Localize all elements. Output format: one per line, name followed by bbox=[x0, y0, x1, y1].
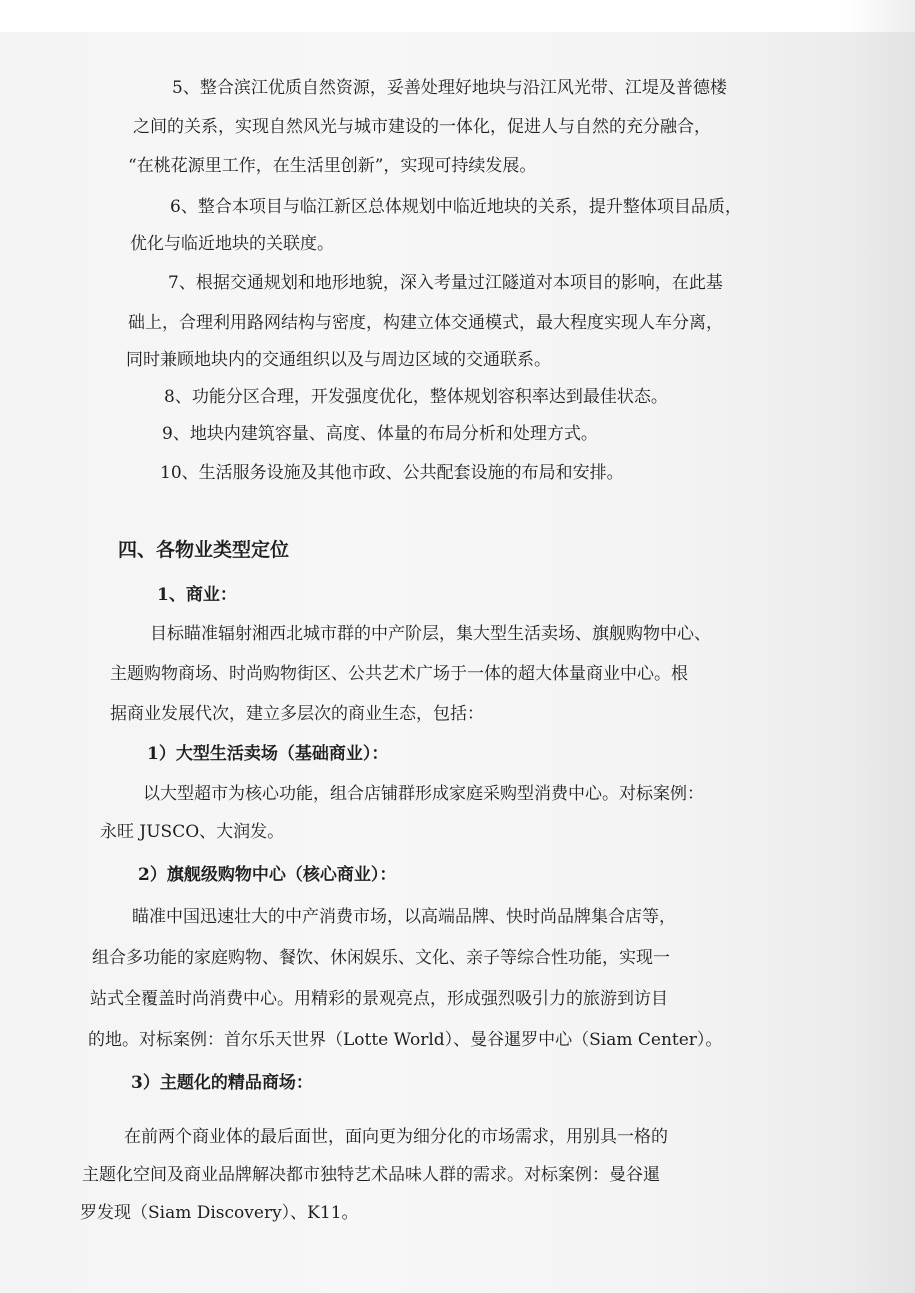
sub2-line-4: 的地。对标案例：首尔乐天世界（Lotte World）、曼谷暹罗中心（Siam Center）。 bbox=[88, 1030, 723, 1050]
sub2-heading: 2）旗舰级购物中心（核心商业）： bbox=[138, 865, 397, 885]
text-line-6: 7、根据交通规划和地形地貌，深入考量过江隧道对本项目的影响，在此基 bbox=[168, 273, 723, 293]
page-edge-shadow bbox=[845, 0, 915, 1293]
text-line-7: 础上，合理利用路网结构与密度，构建立体交通模式，最大程度实现人车分离， bbox=[128, 313, 723, 333]
sub1-line-2: 永旺 JUSCO、大润发。 bbox=[100, 822, 285, 842]
para1-line-3: 据商业发展代次，建立多层次的商业生态，包括： bbox=[110, 704, 484, 724]
para1-line-1: 目标瞄准辐射湘西北城市群的中产阶层，集大型生活卖场、旗舰购物中心、 bbox=[150, 624, 711, 644]
sub2-line-2: 组合多功能的家庭购物、餐饮、休闲娱乐、文化、亲子等综合性功能，实现一 bbox=[92, 948, 670, 968]
page-top-margin bbox=[0, 0, 915, 32]
item1-label: 1、商业： bbox=[157, 585, 237, 605]
sub2-line-3: 站式全覆盖时尚消费中心。用精彩的景观亮点，形成强烈吸引力的旅游到访目 bbox=[90, 989, 668, 1009]
text-line-2: 之间的关系，实现自然风光与城市建设的一体化，促进人与自然的充分融合， bbox=[133, 117, 711, 137]
text-line-1: 5、整合滨江优质自然资源，妥善处理好地块与沿江风光带、江堤及普德楼 bbox=[172, 78, 727, 98]
text-line-10: 9、地块内建筑容量、高度、体量的布局分析和处理方式。 bbox=[162, 424, 598, 444]
sub1-heading: 1）大型生活卖场（基础商业）： bbox=[147, 744, 389, 764]
sub1-line-1: 以大型超市为核心功能，组合店铺群形成家庭采购型消费中心。对标案例： bbox=[143, 784, 704, 804]
text-line-9: 8、功能分区合理，开发强度优化，整体规划容积率达到最佳状态。 bbox=[164, 387, 668, 407]
text-line-3: “在桃花源里工作，在生活里创新”，实现可持续发展。 bbox=[128, 156, 537, 176]
section-heading: 四、各物业类型定位 bbox=[118, 539, 290, 561]
sub3-line-3: 罗发现（Siam Discovery）、K11。 bbox=[80, 1203, 359, 1223]
text-line-5: 优化与临近地块的关联度。 bbox=[130, 234, 334, 254]
text-line-11: 10、生活服务设施及其他市政、公共配套设施的布局和安排。 bbox=[160, 463, 624, 483]
sub2-line-1: 瞄准中国迅速壮大的中产消费市场，以高端品牌、快时尚品牌集合店等， bbox=[132, 907, 676, 927]
text-line-8: 同时兼顾地块内的交通组织以及与周边区域的交通联系。 bbox=[126, 350, 551, 370]
text-line-4: 6、整合本项目与临江新区总体规划中临近地块的关系，提升整体项目品质， bbox=[170, 197, 742, 217]
sub3-heading: 3）主题化的精品商场： bbox=[131, 1073, 313, 1093]
sub3-line-2: 主题化空间及商业品牌解决都市独特艺术品味人群的需求。对标案例：曼谷暹 bbox=[82, 1165, 660, 1185]
sub3-line-1: 在前两个商业体的最后面世，面向更为细分化的市场需求，用别具一格的 bbox=[124, 1127, 668, 1147]
para1-line-2: 主题购物商场、时尚购物街区、公共艺术广场于一体的超大体量商业中心。根 bbox=[110, 664, 688, 684]
